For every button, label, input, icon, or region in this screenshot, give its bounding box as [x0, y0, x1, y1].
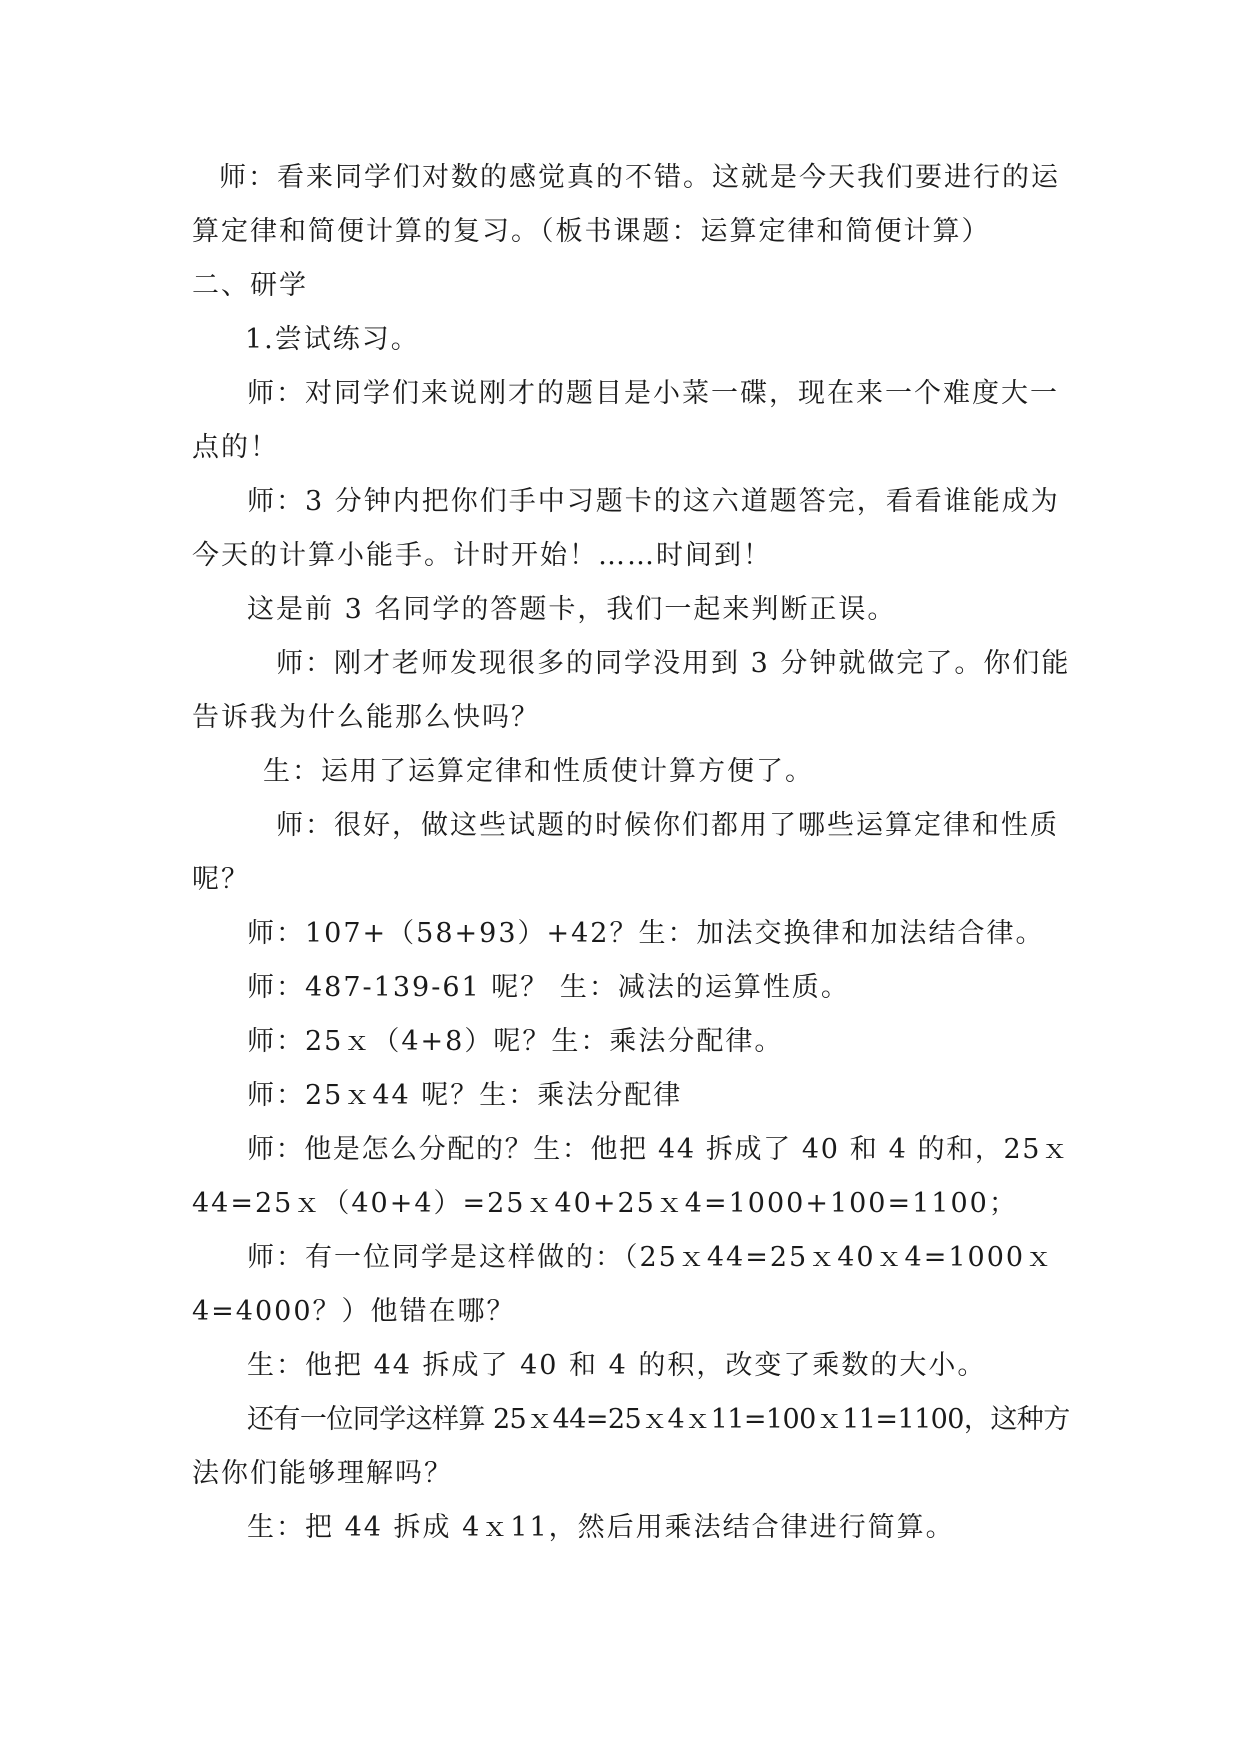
text-line: 师：对同学们来说刚才的题目是小菜一碟，现在来一个难度大一 [247, 378, 1059, 409]
text-line: 师：3 分钟内把你们手中习题卡的这六道题答完，看看谁能成为 [247, 486, 1060, 517]
text-line: 生：运用了运算定律和性质使计算方便了。 [263, 756, 814, 787]
text-line: 生：把 44 拆成 4ｘ11，然后用乘法结合律进行简算。 [247, 1512, 955, 1543]
text-line: 还有一位同学这样算 25ｘ44=25ｘ4ｘ11=100ｘ11=1100，这种方 [247, 1404, 1070, 1435]
section-heading: 二、研学 [192, 270, 308, 301]
text-line: 呢？ [192, 864, 250, 895]
text-line: 生：他把 44 拆成了 40 和 4 的积，改变了乘数的大小。 [247, 1350, 987, 1381]
text-line: 师：很好，做这些试题的时候你们都用了哪些运算定律和性质 [276, 810, 1059, 841]
text-line: 师：487-139-61 呢？ 生：减法的运算性质。 [247, 972, 850, 1003]
text-line: 算定律和简便计算的复习。（板书课题：运算定律和简便计算） [192, 216, 991, 247]
text-line: 师：刚才老师发现很多的同学没用到 3 分钟就做完了。你们能 [276, 648, 1071, 679]
text-line: 法你们能够理解吗？ [192, 1458, 453, 1489]
text-line: 师：25ｘ（4+8）呢？生：乘法分配律。 [247, 1026, 784, 1057]
text-line: 这是前 3 名同学的答题卡，我们一起来判断正误。 [247, 594, 897, 625]
text-line: 点的！ [192, 432, 279, 463]
text-line: 4=4000？）他错在哪？ [192, 1296, 516, 1327]
text-line: 师：107+（58+93）+42？生：加法交换律和加法结合律。 [247, 918, 1045, 949]
subsection-heading: 1.尝试练习。 [245, 324, 420, 355]
text-line: 告诉我为什么能那么快吗？ [192, 702, 540, 733]
text-line: 师：他是怎么分配的？生：他把 44 拆成了 40 和 4 的和，25ｘ [247, 1134, 1070, 1165]
text-line: 44=25ｘ（40+4）=25ｘ40+25ｘ4=1000+100=1100； [192, 1188, 1018, 1219]
text-line: 师：看来同学们对数的感觉真的不错。这就是今天我们要进行的运 [219, 162, 1060, 193]
text-line: 师：25ｘ44 呢？生：乘法分配律 [247, 1080, 683, 1111]
text-line: 今天的计算小能手。计时开始！……时间到！ [192, 540, 772, 571]
text-line: 师：有一位同学是这样做的：（25ｘ44=25ｘ40ｘ4=1000ｘ [247, 1242, 1055, 1273]
